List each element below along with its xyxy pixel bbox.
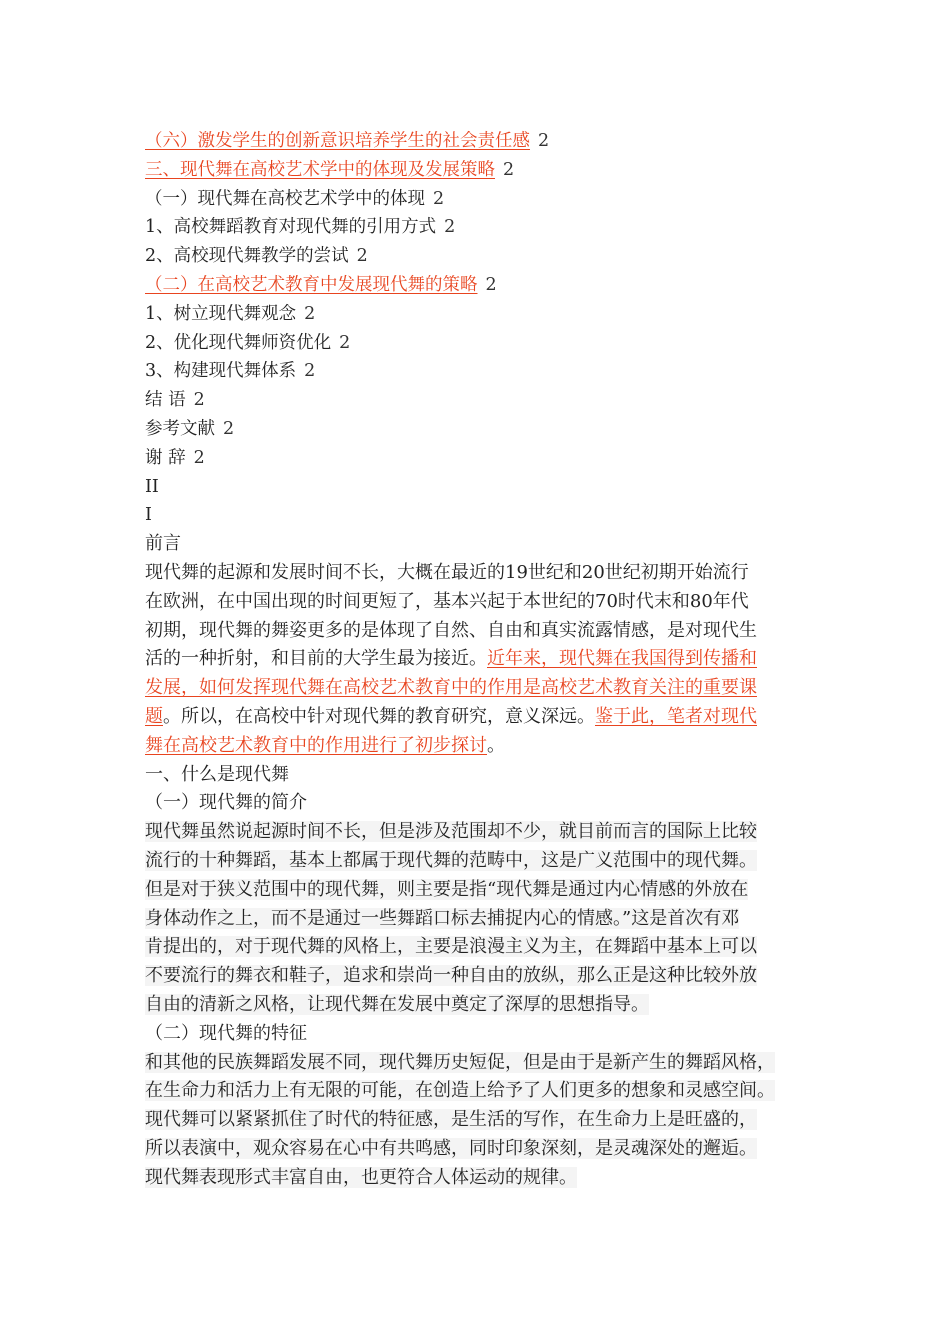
- toc-entry-label: 1、高校舞蹈教育对现代舞的引用方式: [145, 217, 437, 238]
- intro-line-text: 肯提出的，对于现代舞的风格上，主要是浪漫主义为主，在舞蹈中基本上可以: [145, 936, 757, 958]
- preface-heading: 前言: [145, 533, 181, 555]
- preface-line: [145, 617, 805, 646]
- toc-entry-label: （一）现代舞在高校艺术学中的体现: [145, 188, 425, 209]
- toc-entry: [145, 213, 805, 242]
- feature-line: [145, 1106, 805, 1135]
- toc-entry[interactable]: [145, 127, 805, 156]
- intro-line-text: 但是对于狭义范围中的现代舞，则主要是指“现代舞是通过内心情感的外放在: [145, 878, 749, 900]
- preface-line: [145, 703, 805, 732]
- page-mark-roman-2: II: [145, 476, 159, 497]
- feature-line-text: 所以表演中，观众容易在心中有共鸣感，同时印象深刻，是灵魂深处的邂逅。: [145, 1137, 757, 1159]
- document-body: [145, 127, 805, 1192]
- preface-line: [145, 674, 805, 703]
- toc-entry-link[interactable]: （六）激发学生的创新意识培养学生的社会责任感: [145, 131, 530, 151]
- toc-entry: [145, 242, 805, 271]
- toc-entry: [145, 185, 805, 214]
- feature-line: [145, 1077, 805, 1106]
- feature-line: [145, 1049, 805, 1078]
- toc-entry: [145, 300, 805, 329]
- preface-link[interactable]: 发展，如何发挥现代舞在高校艺术教育中的作用是高校艺术教育关注的重要课: [145, 677, 757, 699]
- preface-line: [145, 559, 805, 588]
- toc-entry-page-number: 2: [538, 131, 550, 151]
- intro-line-text: 现代舞虽然说起源时间不长，但是涉及范围却不少，就目前而言的国际上比较: [145, 821, 757, 843]
- page-mark-roman-1: I: [145, 505, 152, 526]
- preface-text: 现代舞的起源和发展时间不长，大概在最近的19世纪和20世纪初期开始流行: [145, 561, 749, 583]
- feature-line-text: 现代舞可以紧紧抓住了时代的特征感，是生活的写作，在生命力上是旺盛的，: [145, 1109, 757, 1131]
- toc-entry-page-number: 2: [485, 274, 497, 295]
- subsection-1-1-paragraph: [145, 818, 805, 1020]
- toc-entry-label: 3、构建现代舞体系: [145, 361, 297, 382]
- toc-entry-label: 2、优化现代舞师资优化: [145, 332, 332, 353]
- preface-text: 在欧洲，在中国出现的时间更短了，基本兴起于本世纪的70时代末和80年代: [145, 590, 749, 612]
- toc-entry-page-number: 2: [304, 303, 316, 324]
- toc-entry[interactable]: [145, 271, 805, 300]
- toc-entry-label: 1、树立现代舞观念: [145, 303, 297, 324]
- toc-entry-page-number: 2: [304, 361, 316, 382]
- toc-entry: [145, 444, 805, 473]
- intro-line: [145, 905, 805, 934]
- feature-line-text: 在生命力和活力上有无限的可能，在创造上给予了人们更多的想象和灵感空间。: [145, 1080, 775, 1102]
- preface-link[interactable]: 鉴于此，笔者对现代: [595, 705, 757, 727]
- preface-link[interactable]: 舞在高校艺术教育中的作用进行了初步探讨: [145, 734, 487, 756]
- toc-entry: [145, 386, 805, 415]
- toc-entry-label: 谢 辞: [145, 447, 186, 468]
- intro-line-text: 流行的十种舞蹈，基本上都属于现代舞的范畴中，这是广义范围中的现代舞。: [145, 849, 757, 871]
- toc-entry-page-number: 2: [433, 188, 445, 209]
- toc-entry-page-number: 2: [193, 390, 205, 411]
- toc-entry-page-number: 2: [444, 217, 456, 238]
- table-of-contents: [145, 127, 805, 473]
- toc-entry-page-number: 2: [223, 418, 235, 439]
- toc-entry-page-number: 2: [503, 159, 515, 180]
- feature-line-text: 现代舞表现形式丰富自由，也更符合人体运动的规律。: [145, 1166, 577, 1188]
- preface-text: 活的一种折射，和目前的大学生最为接近。: [145, 648, 487, 670]
- toc-entry-page-number: 2: [193, 447, 205, 468]
- toc-entry: [145, 415, 805, 444]
- intro-line: [145, 933, 805, 962]
- toc-entry-label: 2、高校现代舞教学的尝试: [145, 246, 349, 267]
- preface-line: [145, 732, 805, 761]
- intro-line: [145, 991, 805, 1020]
- toc-entry-label: 结 语: [145, 390, 186, 411]
- toc-entry-link[interactable]: （二）在高校艺术教育中发展现代舞的策略: [145, 274, 478, 295]
- subsection-1-2-paragraph: [145, 1049, 805, 1193]
- toc-entry-label: 参考文献: [145, 418, 215, 439]
- preface-text: 。所以，在高校中针对现代舞的教育研究，意义深远。: [163, 705, 595, 727]
- preface-line: [145, 588, 805, 617]
- intro-line: [145, 847, 805, 876]
- subsection-1-1-heading: （一）现代舞的简介: [145, 792, 307, 814]
- toc-entry: [145, 329, 805, 358]
- intro-line: [145, 876, 805, 905]
- preface-text: 初期，现代舞的舞姿更多的是体现了自然、自由和真实流露情感，是对现代生: [145, 619, 757, 641]
- feature-line-text: 和其他的民族舞蹈发展不同，现代舞历史短促，但是由于是新产生的舞蹈风格，: [145, 1051, 775, 1073]
- toc-entry[interactable]: [145, 156, 805, 185]
- intro-line: [145, 962, 805, 991]
- feature-line: [145, 1164, 805, 1193]
- intro-line-text: 身体动作之上，而不是通过一些舞蹈口标去捕捉内心的情感。”这是首次有邓: [145, 907, 740, 929]
- preface-paragraph: [145, 559, 805, 761]
- toc-entry: [145, 357, 805, 386]
- preface-line: [145, 645, 805, 674]
- intro-line-text: 不要流行的舞衣和鞋子，追求和崇尚一种自由的放纵，那么正是这种比较外放: [145, 965, 757, 987]
- preface-link[interactable]: 题: [145, 705, 163, 727]
- toc-entry-page-number: 2: [356, 246, 368, 267]
- preface-link[interactable]: 近年来，现代舞在我国得到传播和: [487, 648, 757, 670]
- feature-line: [145, 1135, 805, 1164]
- section-1-heading: 一、什么是现代舞: [145, 763, 289, 785]
- intro-line-text: 自由的清新之风格，让现代舞在发展中奠定了深厚的思想指导。: [145, 993, 649, 1015]
- toc-entry-link[interactable]: 三、现代舞在高校艺术学中的体现及发展策略: [145, 159, 495, 180]
- subsection-1-2-heading: （二）现代舞的特征: [145, 1022, 307, 1044]
- intro-line: [145, 818, 805, 847]
- preface-text: 。: [487, 734, 505, 756]
- toc-entry-page-number: 2: [339, 332, 351, 353]
